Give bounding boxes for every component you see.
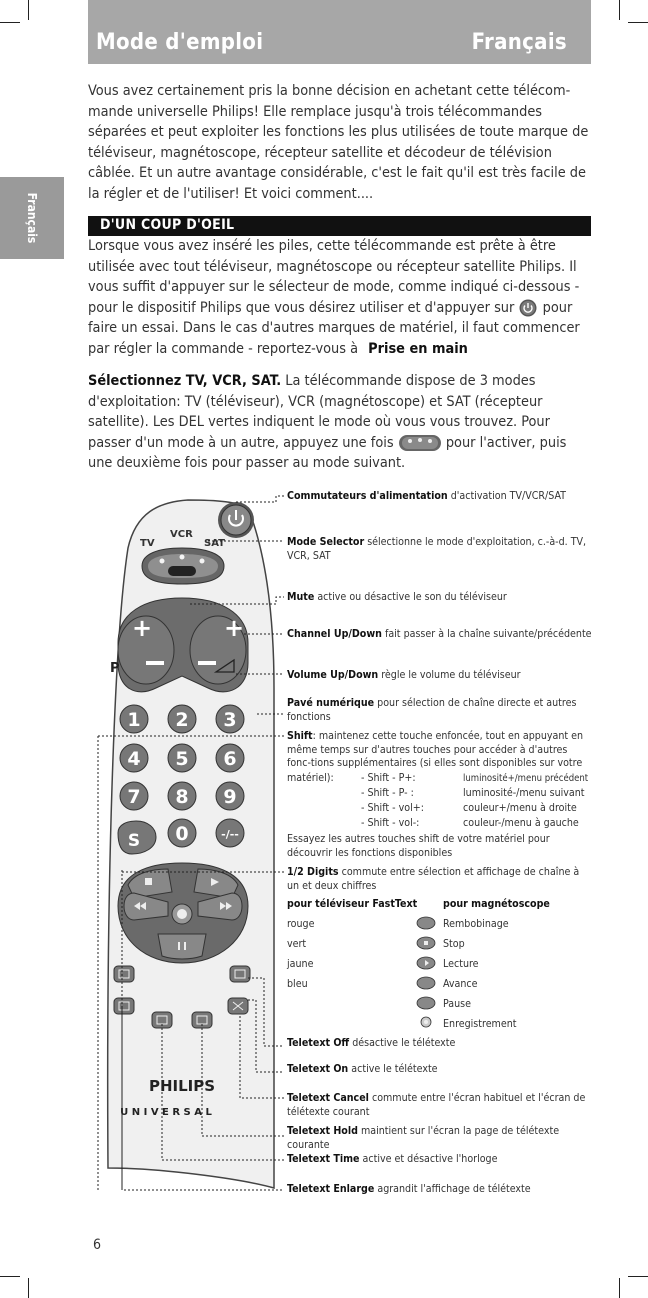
digit-label: 1 <box>127 709 141 731</box>
svg-text:+: + <box>224 614 245 642</box>
label-digits: 1/2 Digits commute entre sélection et affichage de chaîne à un et deux chiffres <box>287 866 580 892</box>
mode-text-1: La télécommande dispose de 3 modes d'exploitation: TV (téléviseur), VCR (magnétoscope) et SAT (récepteur satellite). Les DEL vertes indiquent le mode où vous vous trouvez. Pour passer d'un mode à un autre, appuyez une fois <box>88 373 550 451</box>
shift-value: luminosité+/menu précédent <box>463 773 589 784</box>
fasttext-item: jaune <box>287 958 314 970</box>
shift-value: couleur+/menu à droite <box>463 802 577 814</box>
rewind-icon <box>417 917 435 929</box>
vcr-item: Stop <box>443 938 465 950</box>
vcr-header: pour magnétoscope <box>443 898 550 910</box>
svg-text:+: + <box>132 614 153 642</box>
language-label: Français <box>471 30 567 55</box>
shift-key: - Shift - vol+: <box>361 802 424 814</box>
side-tab-label: Français <box>25 192 39 244</box>
shift-value: luminosité-/menu suivant <box>463 787 585 799</box>
fasttext-item: bleu <box>287 978 308 990</box>
digits-toggle-label: -/-- <box>221 828 239 841</box>
mode-label-tv: TV <box>140 538 155 549</box>
fasttext-item: rouge <box>287 918 315 930</box>
shift-value: couleur-/menu à gauche <box>463 817 579 829</box>
page-number: 6 <box>93 1237 102 1253</box>
shift-key: - Shift - vol-: <box>361 817 420 829</box>
section-title: D'UN COUP D'OEIL <box>100 217 235 233</box>
vcr-item: Avance <box>443 978 478 990</box>
digit-label: 6 <box>223 748 237 770</box>
label-teletext-cancel: Teletext Cancel commute entre l'écran habituel et l'écran de télétexte courant <box>287 1092 586 1118</box>
mode-bold: Sélectionnez TV, VCR, SAT. <box>88 373 282 389</box>
shift-key: - Shift - P- : <box>361 787 414 799</box>
intro-paragraph: Vous avez certainement pris la bonne décision en achetant cette télécom-mande universelle Philips! Elle remplace jusqu'à trois télécommandes séparées et peut exploiter les fonctions les plus utilisées de toute marque de téléviseur, magnétoscope, récepteur satellite et décodeur de télévision câblée. Et un autre avantage considérable, c'est le fait qu'il est très facile de la régler et de l'utiliser! Et voici comment.... <box>88 83 589 202</box>
shift-note: Essayez les autres touches shift de votre matériel pour découvrir les fonctions disponibles <box>287 833 550 859</box>
label-teletext-hold: Teletext Hold maintient sur l'écran la page de télétexte courante <box>287 1125 560 1151</box>
pause-icon <box>417 997 435 1009</box>
fasttext-header: pour téléviseur FastText <box>287 898 418 910</box>
digit-label: 7 <box>127 786 141 808</box>
vcr-item: Pause <box>443 998 471 1010</box>
label-teletext-on: Teletext On active le télétexte <box>287 1063 438 1075</box>
digit-label: 5 <box>175 748 189 770</box>
label-volume: Volume Up/Down règle le volume du téléviseur <box>287 669 521 681</box>
shift-prefix: matériel): <box>287 772 334 784</box>
digit-label: 2 <box>175 709 189 731</box>
page-title: Mode d'emploi <box>96 30 264 55</box>
label-power: Commutateurs d'alimentation d'activation TV/VCR/SAT <box>287 490 566 502</box>
digit-zero-label: 0 <box>175 823 189 845</box>
mode-label-sat: SAT <box>204 538 225 549</box>
label-mute: Mute active ou désactive le son du téléviseur <box>287 591 507 603</box>
channel-p-label: P <box>110 661 120 676</box>
setup-text-1: Lorsque vous avez inséré les piles, cette télécommande est prête à être utilisée avec tout téléviseur, magnétoscope ou récepteur satellite Philips. Il vous suffit d'appuyer sur le sélecteur de mode, comme indiqué ci-dessous - pour le dispositif Philips que vous désirez utiliser et d'appuyer sur <box>88 238 580 316</box>
vcr-key-icons <box>414 914 438 1034</box>
forward-icon <box>417 977 435 989</box>
label-teletext-off: Teletext Off désactive le télétexte <box>287 1037 456 1049</box>
setup-text-2: pour faire un essai. Dans le cas d'autres marques de matériel, il faut commencer par régler la commande - reportez-vous à <box>88 299 580 357</box>
mode-text-2: pour l'activer, puis une deuxième fois pour passer au mode suivant. <box>88 434 567 471</box>
label-teletext-enlarge: Teletext Enlarge agrandit l'affichage de télétexte <box>287 1183 531 1195</box>
shift-key: - Shift - P+: <box>361 772 416 784</box>
fasttext-item: vert <box>287 938 307 950</box>
vcr-item: Rembobinage <box>443 918 509 930</box>
digit-label: 9 <box>223 786 237 808</box>
philips-logo: PHILIPS <box>148 1077 216 1095</box>
vcr-item: Lecture <box>443 958 479 970</box>
label-channel: Channel Up/Down fait passer à la chaîne suivante/précédente <box>287 628 592 640</box>
label-mode-selector: Mode Selector sélectionne le mode d'exploitation, c.-à-d. TV, VCR, SAT <box>287 536 587 562</box>
vcr-item: Enregistrement <box>443 1018 517 1030</box>
label-teletext-time: Teletext Time active et désactive l'horloge <box>287 1153 498 1165</box>
mode-label-vcr: VCR <box>170 529 193 540</box>
digit-label: 8 <box>175 786 189 808</box>
label-shift: Shift: maintenez cette touche enfoncée, tout en appuyant en même temps sur d'autres touches pour accéder à d'autres fonc-tions supplémentaires (si elles sont disponibles sur votre <box>287 730 584 769</box>
digit-label: 3 <box>223 709 237 731</box>
label-numpad: Pavé numérique pour sélection de chaîne directe et autres fonctions <box>287 697 577 723</box>
setup-link: Prise en main <box>368 340 468 357</box>
universal-logo: U N I V E R S A L <box>120 1107 212 1118</box>
digit-label: 4 <box>127 748 141 770</box>
shift-label: S <box>127 831 141 851</box>
